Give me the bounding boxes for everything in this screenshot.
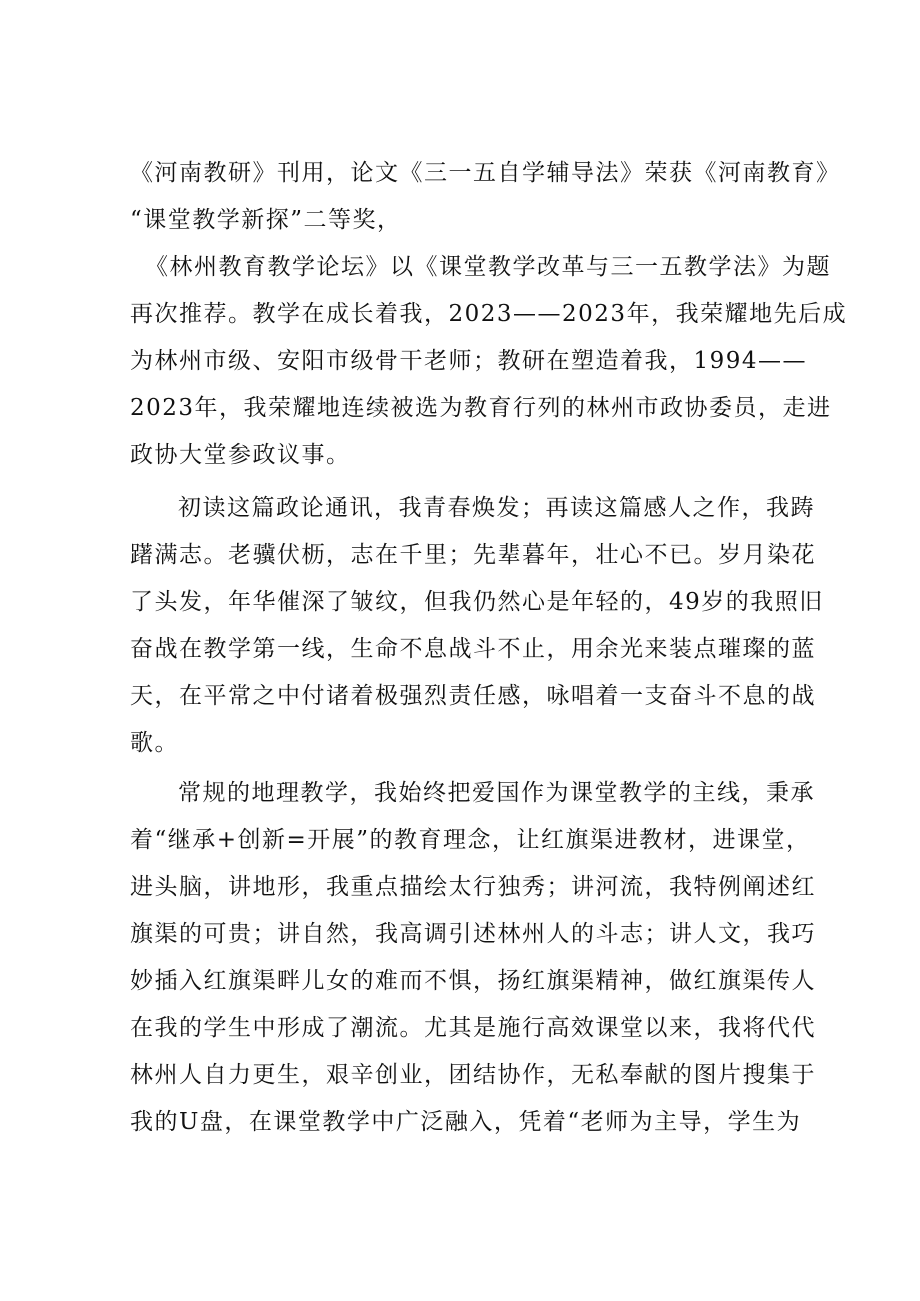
text-line: 为林州市级、安阳市级骨干老师；教研在塑造着我，1994——	[130, 348, 808, 374]
text-line: 旗渠的可贵；讲自然，我高调引述林州人的斗志；讲人文，我巧	[130, 921, 816, 947]
text-line: 林州人自力更生，艰辛创业，团结协作，无私奉献的图片搜集于	[130, 1062, 816, 1088]
text-line: “课堂教学新探”二等奖，	[130, 207, 402, 233]
text-line: 政协大堂参政议事。	[130, 442, 351, 468]
text-line: 奋战在教学第一线，生命不息战斗不止，用余光来装点璀璨的蓝	[130, 636, 816, 662]
text-line: 常规的地理教学，我始终把爱国作为课堂教学的主线，秉承	[178, 780, 815, 806]
text-line: 《河南教研》刊用，论文《三一五自学辅导法》荣获《河南教育》	[130, 160, 841, 186]
text-line: 《林州教育教学论坛》以《课堂教学改革与三一五教学法》为题	[145, 254, 831, 280]
text-line: 在我的学生中形成了潮流。尤其是施行高效课堂以来，我将代代	[130, 1015, 816, 1041]
text-line: 了头发，年华催深了皱纹，但我仍然心是年轻的，49岁的我照旧	[130, 589, 824, 615]
text-line: 进头脑，讲地形，我重点描绘太行独秀；讲河流，我特例阐述红	[130, 874, 816, 900]
text-line: 我的U盘，在课堂教学中广泛融入，凭着“老师为主导，学生为	[130, 1109, 802, 1135]
text-line: 歌。	[130, 730, 179, 756]
text-line: 着“继承+创新=开展”的教育理念，让红旗渠进教材，进课堂，	[130, 827, 811, 853]
text-line: 躇满志。老骥伏枥，志在千里；先辈暮年，壮心不已。岁月染花	[130, 542, 816, 568]
text-line: 再次推荐。教学在成长着我，2023——2023年，我荣耀地先后成	[130, 301, 848, 327]
text-line: 天，在平常之中付诸着极强烈责任感，咏唱着一支奋斗不息的战	[130, 683, 816, 709]
text-line: 初读这篇政论通讯，我青春焕发；再读这篇感人之作，我踌	[178, 495, 815, 521]
text-line: 妙插入红旗渠畔儿女的难而不惧，扬红旗渠精神，做红旗渠传人	[130, 968, 816, 994]
text-line: 2023年，我荣耀地连续被选为教育行列的林州市政协委员，走进	[130, 395, 832, 421]
